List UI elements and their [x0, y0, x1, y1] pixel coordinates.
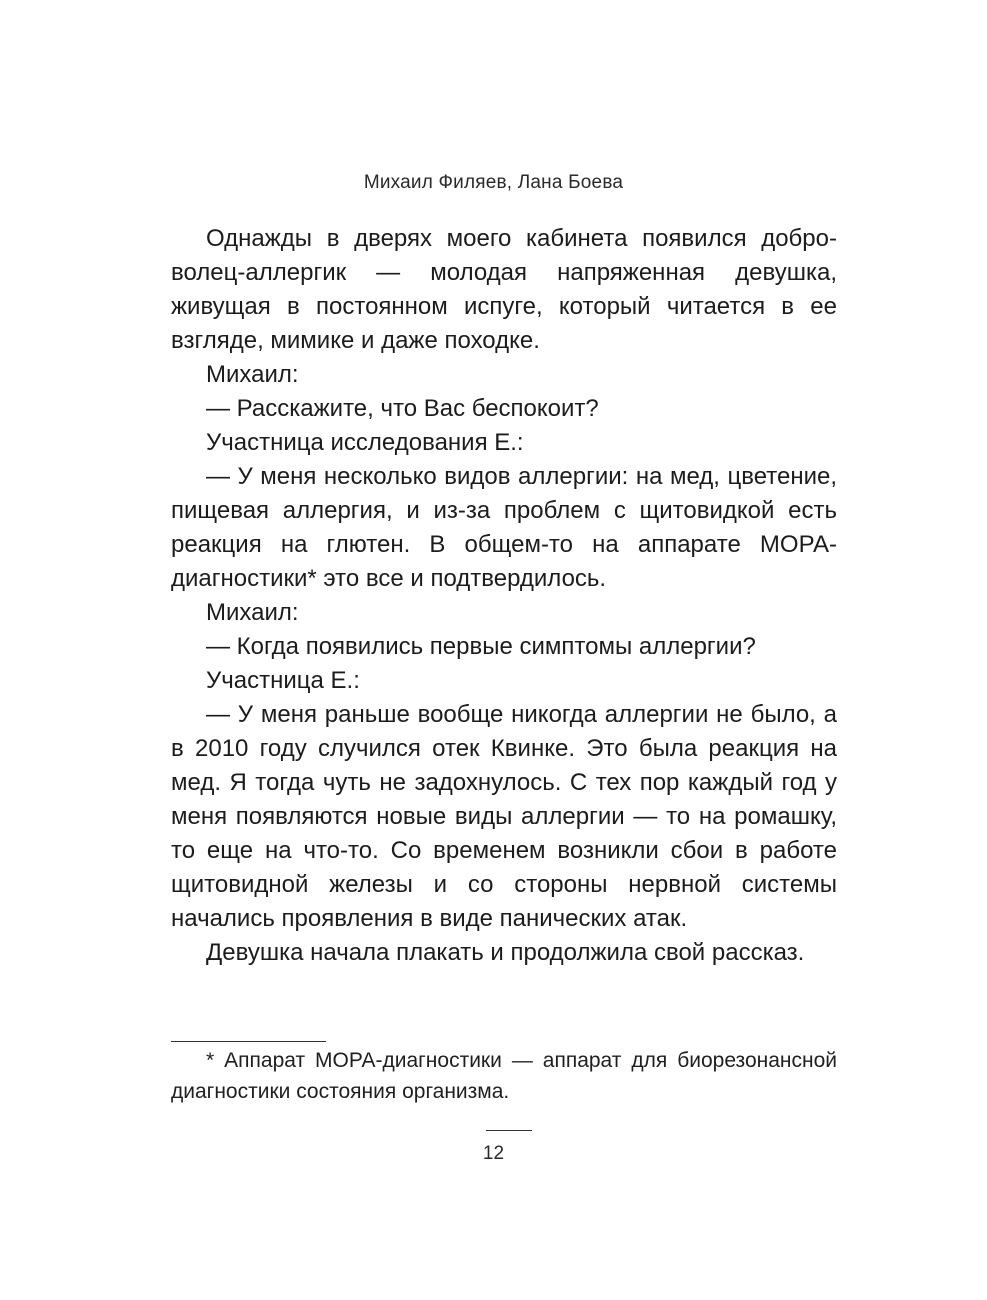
dialogue-line: — Когда появились первые симптомы аллергии? [206, 633, 756, 660]
dialogue-line: — У меня раньше вообще никогда аллергии не было, а в 2010 году случился отек Квинке. Это была реакция на мед. Я тогда чуть не задохнулось. С тех пор каждый год у меня появляются новые виды аллергии — то на ромашку, то еще на что-то. Со временем возникли сбои в работе щитовидной железы и со стороны нервной системы начались проявления в виде панических атак. [171, 701, 837, 932]
speaker-label: Михаил: [206, 361, 299, 388]
speaker-label: Участница исследования Е.: [206, 429, 524, 456]
main-text [171, 222, 837, 970]
speaker-label: Участница Е.: [206, 667, 360, 694]
dialogue-line: — Расскажите, что Вас беспокоит? [206, 395, 599, 422]
speaker-label: Михаил: [206, 599, 299, 626]
footnote-text: * Аппарат МОРА-диагностики — аппарат для биорезонансной диагностики состояния организма. [171, 1049, 837, 1103]
running-header: Михаил Филяев, Лана Боева [363, 172, 624, 193]
page-number-divider [486, 1130, 532, 1131]
paragraph-closing: Девушка начала плакать и продолжила свой рассказ. [206, 939, 805, 966]
page-number: 12 [482, 1143, 505, 1164]
paragraph-intro: Однажды в дверях моего кабинета появился доброволец-аллергик — молодая напряженная девушка, живущая в постоянном испуге, который читается в ее взгляде, мимике и даже походке. [171, 225, 837, 354]
footnote [171, 1045, 837, 1107]
footnote-divider [171, 1041, 326, 1042]
dialogue-line: — У меня несколько видов аллергии: на мед, цветение, пищевая аллергия, и из-за проблем с щитовидкой есть реакция на глютен. В общем-то на аппарате МОРА-диагностики* это все и подтвердилось. [171, 463, 837, 592]
